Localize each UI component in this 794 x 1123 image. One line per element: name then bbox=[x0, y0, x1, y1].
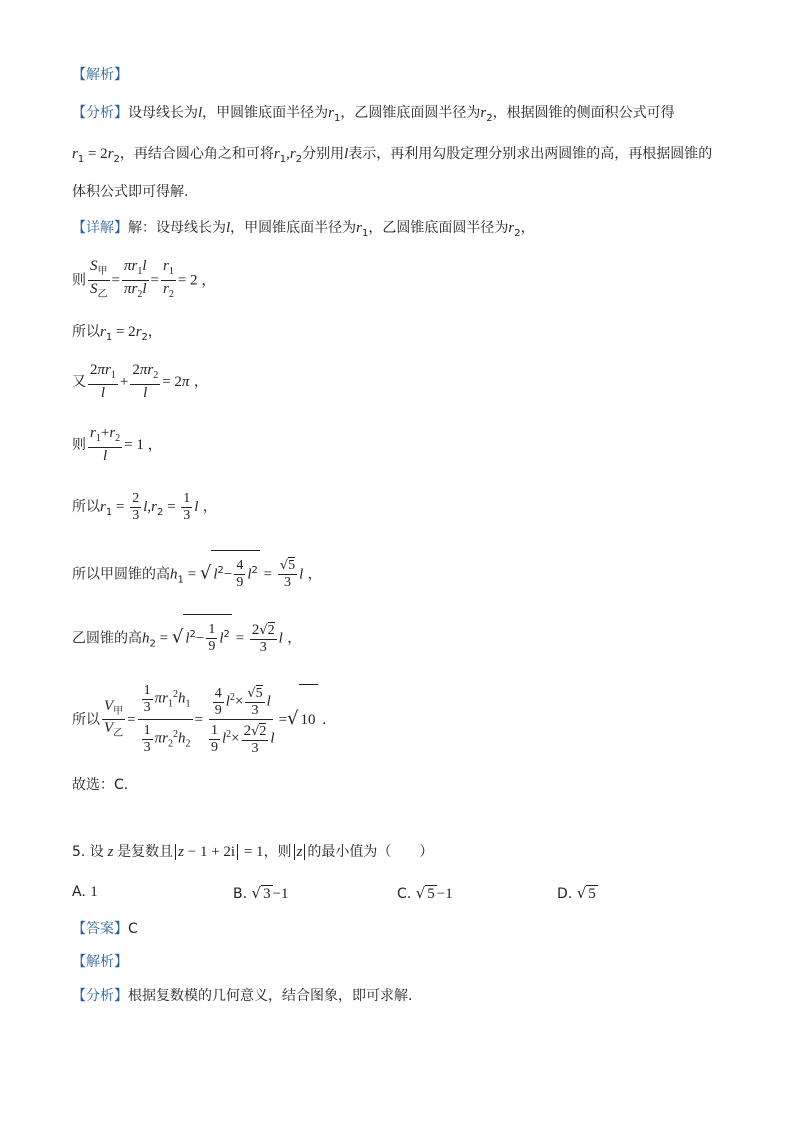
q5-analysis-heading: 【解析】 bbox=[72, 954, 128, 970]
detail-tag: 【详解】 bbox=[72, 220, 128, 236]
q4-fenxi-line-1: 【分析】设母线长为l，甲圆锥底面半径为$r_1$，乙圆锥底面圆半径为$r_2$，根据圆锥的侧面积公式可得 bbox=[72, 105, 675, 124]
q5-answer: 【答案】C bbox=[72, 921, 138, 937]
choice-a: A. 1 bbox=[72, 884, 98, 900]
q5-fenxi: 【分析】根据复数模的几何意义，结合图象，即可求解. bbox=[72, 988, 413, 1004]
q4-fenxi-line-3: 体积公式即可得解. bbox=[72, 184, 189, 200]
q5-stem: 5. 设 z 是复数且 z − 1 + 2i = 1，则 z 的最小值为（ ） bbox=[72, 844, 434, 860]
choice-c: C. √ 5 −1 bbox=[397, 884, 453, 902]
analysis-heading: 【解析】 bbox=[72, 67, 128, 83]
q4-fenxi-line-2: $r_1 = 2r_2$，再结合圆心角之和可将$r_1,r_2$分别用l表示，再利用勾股定理分别求出两圆锥的高，再根据圆锥的 bbox=[72, 146, 713, 165]
q4-detail-line: 【详解】解：设母线长为l，甲圆锥底面半径为$r_1$，乙圆锥底面圆半径为$r_2$， bbox=[72, 220, 535, 239]
eq-h2: 乙圆锥的高$h_2$ = √ $l^2-$ $\frac{1}{9}$ $l^2$ = $\frac{2√2}{3}$ l ， bbox=[72, 614, 301, 664]
eq-r-sum: 则 $\frac{r_1+r_2}{l}$ = 1 ， bbox=[72, 425, 163, 464]
choice-b: B. √ 3 −1 bbox=[233, 884, 289, 902]
choice-d: D. √ 5 bbox=[557, 884, 596, 902]
q4-conclusion: 故选：C. bbox=[72, 777, 129, 793]
eq-r1-2r2: 所以$r_1 = 2r_2$， bbox=[72, 324, 162, 343]
eq-h1: 所以甲圆锥的高$h_1$ = √ $l^2-$ $\frac{4}{9}$ $l^2$ = $\frac{√5}{3}$ l ， bbox=[72, 550, 322, 600]
eq-volume-ratio: 所以 $\frac{V_甲}{V_乙}$ = $\frac{1}{3}$ $\pi r_1^2h_1$ $\frac{1}{3}$ $\pi r_2^2h_2$ = $\frac{4}{9}$ $l^2\times$ $\frac{√5}{3}$ l $\frac{1}{9}$ $l^2\times$ $\frac{2√2}{3}$ l =√ 10 . bbox=[72, 680, 326, 760]
eq-area-ratio: 则 $\frac{S_甲}{S_乙}$ = $\frac{\pi r_1l}{\pi r_2l}$ = $\frac{r_1}{r_2}$ = 2 ， bbox=[72, 258, 217, 300]
eq-angle-sum: 又 $\frac{2\pi r_1}{l}$ + $\frac{2\pi r_2}{l}$ = 2π ， bbox=[72, 362, 208, 401]
eq-r-values: 所以$r_1$ = $\frac{2}{3}$ $l,r_2$ = $\frac{1}{3}$ l ， bbox=[72, 490, 217, 523]
fenxi-tag: 【分析】 bbox=[72, 105, 128, 121]
